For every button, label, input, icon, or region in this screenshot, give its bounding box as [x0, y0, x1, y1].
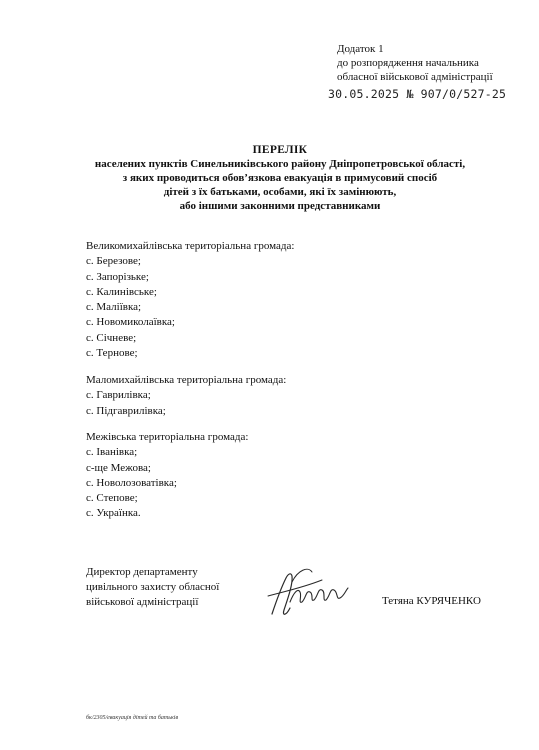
title-main: ПЕРЕЛІК [252, 144, 308, 156]
settlement-item: с. Новомиколаївка; [86, 316, 175, 329]
settlement-item: с. Маліївка; [86, 301, 142, 314]
community-heading: Межівська територіальна громада: [86, 431, 249, 443]
settlement-item: с. Березове; [86, 255, 141, 268]
appendix-number: Додаток 1 [337, 43, 384, 55]
settlement-item: с. Іванівка; [86, 446, 138, 459]
title-line: дітей з їх батьками, особами, які їх замінюють, [163, 186, 397, 198]
community-section [86, 239, 294, 361]
position-line: Директор департаменту [86, 566, 198, 578]
settlement-item: с. Українка. [86, 507, 141, 520]
settlement-item: с-ще Межова; [86, 461, 151, 474]
title-line: з яких проводиться обов’язкова евакуація в примусовий спосіб [122, 172, 438, 184]
handwritten-date-number: 30.05.2025 № 907/0/527-25 [328, 87, 507, 101]
footer-note: бк/2305/евакуація дітей та батьків [86, 715, 179, 721]
appendix-authority: обласної військової адміністрації [337, 71, 493, 83]
position-line: цивільного захисту обласної [86, 581, 220, 593]
settlement-item: с. Степове; [86, 492, 138, 505]
signatory-name: Тетяна КУРЯЧЕНКО [382, 595, 481, 607]
community-heading: Маломихайлівська територіальна громада: [86, 374, 287, 386]
signature-icon [262, 562, 357, 620]
settlement-item: с. Запорізьке; [86, 270, 149, 283]
signatory-position [86, 565, 219, 610]
position-line: військової адміністрації [86, 596, 199, 608]
handwritten-signature [262, 562, 357, 625]
title-line: населених пунктів Синельниківського району Дніпропетровської області, [94, 158, 466, 170]
appendix-order-ref: до розпорядження начальника [337, 57, 479, 69]
document-title [80, 143, 480, 213]
settlement-item: с. Тернове; [86, 347, 138, 360]
settlement-item: с. Калинівське; [86, 285, 157, 298]
community-heading: Великомихайлівська територіальна громада: [86, 240, 295, 252]
settlement-item: с. Новолозоватівка; [86, 476, 177, 489]
settlement-item: с. Підгаврилівка; [86, 404, 166, 417]
appendix-header [328, 42, 507, 101]
community-section [86, 373, 286, 419]
community-section [86, 430, 248, 522]
settlement-item: с. Гаврилівка; [86, 389, 151, 402]
title-line: або іншими законними представниками [179, 200, 381, 212]
settlement-item: с. Січневе; [86, 331, 137, 344]
